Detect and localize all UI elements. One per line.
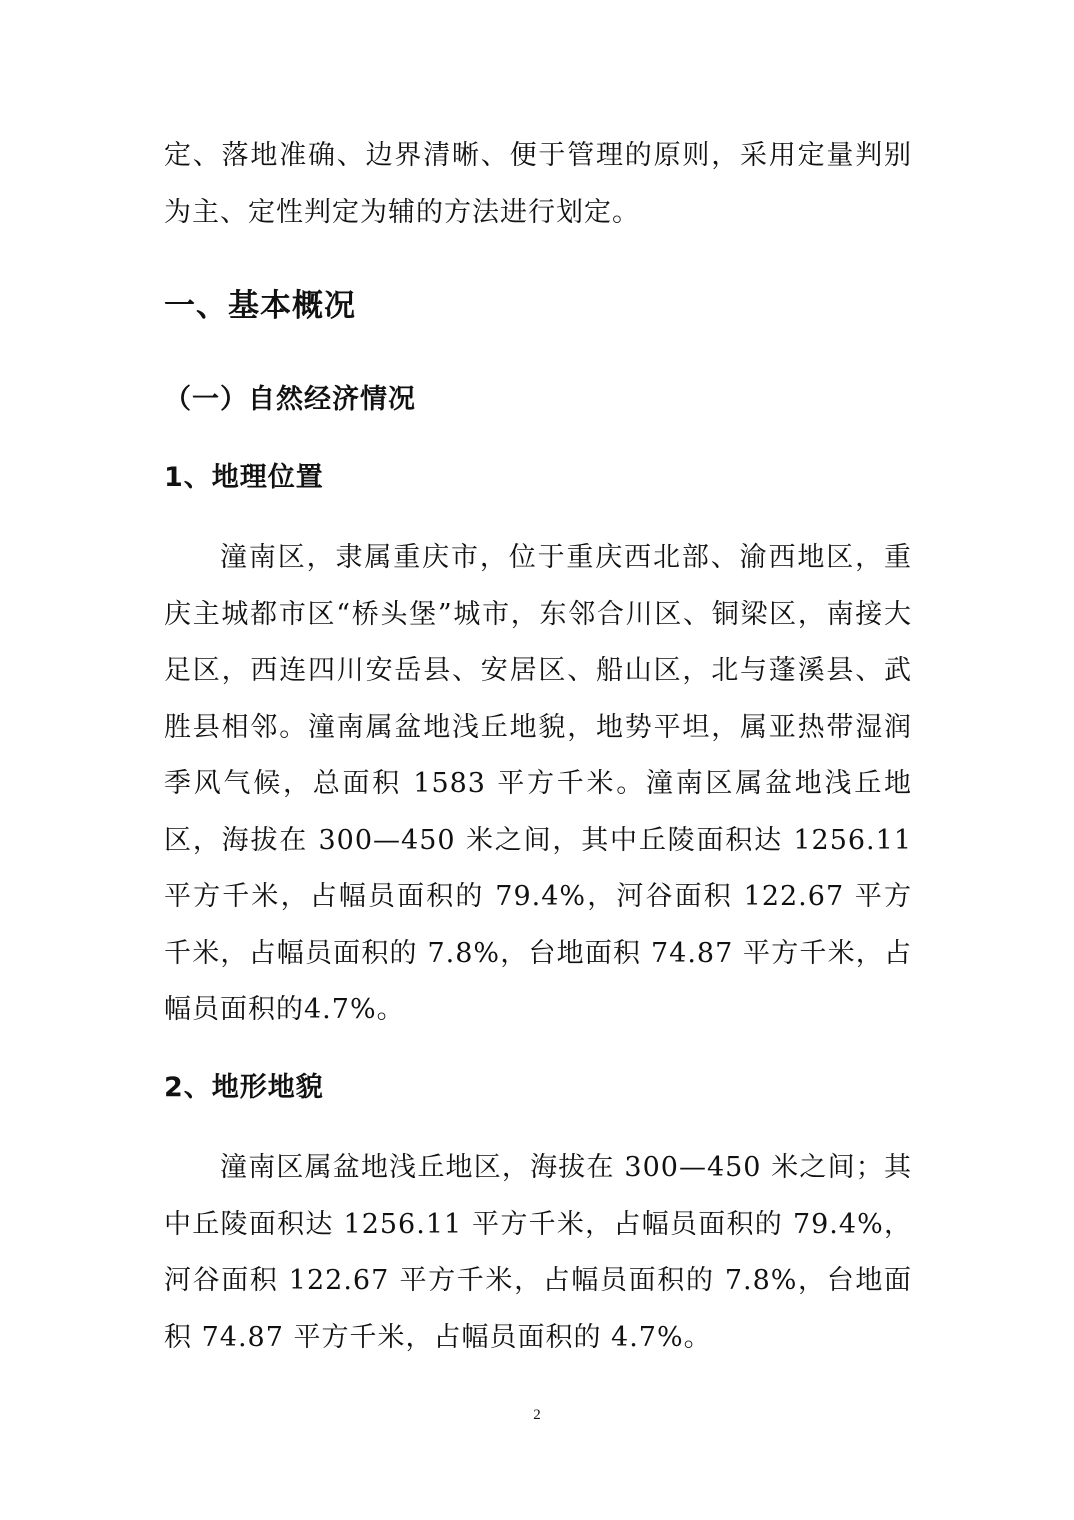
continued-paragraph: 定、落地准确、边界清晰、便于管理的原则，采用定量判别为主、定性判定为辅的方法进行划定。 [164,140,912,228]
item-heading-geographic-location: 1、地理位置 [164,462,324,493]
paragraph-geographic-location: 潼南区，隶属重庆市，位于重庆西北部、渝西地区，重庆主城都市区“桥头堡”城市，东邻合川区、铜梁区，南接大足区，西连四川安岳县、安居区、船山区，北与蓬溪县、武胜县相邻。潼南属盆地浅丘地貌，地势平坦，属亚热带湿润季风气候，总面积 1583 平方千米。潼南区属盆地浅丘地区，海拔在 300—450 米之间，其中丘陵面积达 1256.11 平方千米，占幅员面积的 79.4%，河谷面积 122.67 平方千米，占幅员面积的 7.8%，台地面积 74.87 平方千米，占幅员面积的4.7%。 [164,542,912,1025]
subsection-heading: （一）自然经济情况 [164,384,416,415]
item-heading-terrain: 2、地形地貌 [164,1072,324,1103]
section-heading: 一、基本概况 [164,288,356,324]
paragraph-terrain: 潼南区属盆地浅丘地区，海拔在 300—450 米之间；其中丘陵面积达 1256.11 平方千米，占幅员面积的 79.4%，河谷面积 122.67 平方千米，占幅员面积的 7.8%，台地面积 74.87 平方千米，占幅员面积的 4.7%。 [164,1152,912,1353]
page-number: 2 [533,1407,541,1423]
